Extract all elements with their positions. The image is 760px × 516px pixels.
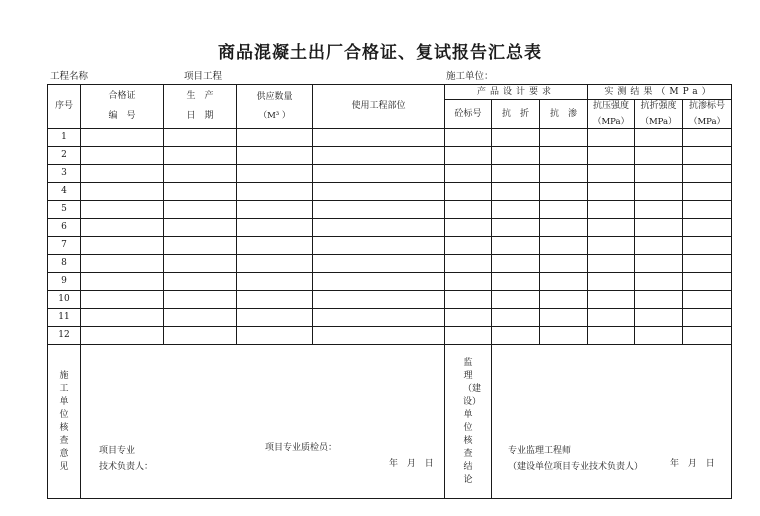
table-cell	[492, 219, 540, 237]
table-cell	[635, 129, 683, 147]
footer-right-area	[492, 345, 732, 499]
table-cell	[492, 255, 540, 273]
date-left: 年 月 日	[389, 459, 437, 469]
table-cell	[540, 237, 588, 255]
header-flex: 抗 折	[492, 100, 540, 129]
table-cell	[635, 291, 683, 309]
table-cell	[164, 183, 237, 201]
table-cell	[492, 129, 540, 147]
tech-lead-line1: 项目专业	[99, 446, 136, 456]
table-cell	[540, 291, 588, 309]
construction-unit-label: 施工单位：	[446, 71, 494, 82]
table-cell	[683, 219, 732, 237]
table-cell	[683, 291, 732, 309]
table-cell	[492, 165, 540, 183]
table-cell	[588, 147, 635, 165]
date-right: 年 月 日	[670, 459, 718, 469]
table-cell	[635, 273, 683, 291]
table-cell	[313, 165, 445, 183]
table-cell	[237, 327, 313, 345]
project-name-label: 工程名称	[50, 71, 89, 82]
table-cell	[683, 129, 732, 147]
table-row	[48, 201, 732, 219]
table-cell	[445, 309, 492, 327]
table-cell	[588, 219, 635, 237]
row-number: 11	[48, 309, 81, 327]
table-cell	[683, 273, 732, 291]
table-cell	[313, 237, 445, 255]
row-number: 5	[48, 201, 81, 219]
header-supply-line2: （M³ ）	[258, 111, 291, 122]
table-cell	[683, 165, 732, 183]
table-cell	[445, 147, 492, 165]
table-cell	[588, 183, 635, 201]
header-seep-grade	[683, 100, 732, 129]
table-cell	[237, 129, 313, 147]
footer-right-label-cell	[445, 345, 492, 499]
table-cell	[635, 201, 683, 219]
table-row	[48, 219, 732, 237]
table-cell	[445, 273, 492, 291]
header-seepg-line2: （MPa）	[688, 116, 726, 127]
header-usage: 使用工程部位	[313, 85, 445, 129]
table-cell	[313, 273, 445, 291]
table-cell	[635, 165, 683, 183]
table-cell	[492, 291, 540, 309]
table-cell	[313, 129, 445, 147]
header-grade: 砼标号	[445, 100, 492, 129]
table-row	[48, 327, 732, 345]
table-cell	[683, 309, 732, 327]
table-cell	[540, 201, 588, 219]
table-cell	[164, 327, 237, 345]
header-design-group: 产品设计要求	[445, 85, 588, 100]
table-cell	[492, 237, 540, 255]
table-cell	[635, 309, 683, 327]
supervisor-line2: （建设单位项目专业技术负责人）	[508, 462, 644, 472]
table-cell	[81, 237, 164, 255]
table-cell	[540, 183, 588, 201]
table-cell	[237, 165, 313, 183]
table-cell	[635, 327, 683, 345]
table-cell	[588, 201, 635, 219]
table-cell	[492, 327, 540, 345]
table-cell	[81, 273, 164, 291]
table-cell	[635, 183, 683, 201]
row-number: 4	[48, 183, 81, 201]
table-cell	[313, 201, 445, 219]
table-cell	[683, 255, 732, 273]
table-cell	[492, 201, 540, 219]
table-cell	[237, 255, 313, 273]
table-cell	[540, 273, 588, 291]
header-cert-line2: 编 号	[108, 111, 136, 121]
table-cell	[540, 219, 588, 237]
table-cell	[164, 129, 237, 147]
supervisor-signature	[508, 443, 643, 475]
row-number: 8	[48, 255, 81, 273]
table-cell	[588, 255, 635, 273]
table-cell	[313, 219, 445, 237]
table-cell	[588, 273, 635, 291]
header-flex-strength	[635, 100, 683, 129]
table-cell	[237, 237, 313, 255]
table-row	[48, 147, 732, 165]
footer-row	[48, 345, 732, 499]
header-flexs-line1: 抗折强度	[640, 101, 677, 111]
table-cell	[313, 147, 445, 165]
table-cell	[588, 237, 635, 255]
table-cell	[445, 219, 492, 237]
table-cell	[540, 147, 588, 165]
table-cell	[492, 183, 540, 201]
table-cell	[635, 219, 683, 237]
header-prod-line2: 日 期	[186, 111, 214, 121]
table-cell	[164, 201, 237, 219]
table-cell	[164, 147, 237, 165]
table-cell	[445, 183, 492, 201]
table-row	[48, 309, 732, 327]
project-label: 项目工程	[184, 71, 223, 82]
table-cell	[237, 183, 313, 201]
table-cell	[540, 129, 588, 147]
table-cell	[445, 237, 492, 255]
header-result-group: 实测结果（MPa）	[588, 85, 732, 100]
table-cell	[81, 183, 164, 201]
header-seep: 抗 渗	[540, 100, 588, 129]
tech-lead-line2: 技术负责人：	[99, 462, 154, 472]
table-cell	[445, 255, 492, 273]
header-seq: 序号	[48, 85, 81, 129]
table-cell	[237, 147, 313, 165]
table-cell	[683, 147, 732, 165]
table-cell	[237, 309, 313, 327]
table-cell	[588, 309, 635, 327]
table-row	[48, 291, 732, 309]
header-cert-line1: 合格证	[108, 91, 136, 102]
tech-lead-signature	[99, 443, 153, 475]
summary-table	[47, 84, 732, 499]
row-number: 9	[48, 273, 81, 291]
table-cell	[445, 327, 492, 345]
table-cell	[164, 309, 237, 327]
table-cell	[81, 165, 164, 183]
row-number: 6	[48, 219, 81, 237]
table-row	[48, 165, 732, 183]
table-cell	[445, 201, 492, 219]
table-cell	[540, 165, 588, 183]
table-row	[48, 237, 732, 255]
row-number: 2	[48, 147, 81, 165]
table-cell	[313, 327, 445, 345]
table-cell	[81, 129, 164, 147]
table-cell	[635, 237, 683, 255]
table-cell	[313, 255, 445, 273]
row-number: 12	[48, 327, 81, 345]
table-cell	[445, 129, 492, 147]
table-cell	[588, 165, 635, 183]
row-number: 7	[48, 237, 81, 255]
row-number: 3	[48, 165, 81, 183]
table-row	[48, 273, 732, 291]
table-cell	[445, 165, 492, 183]
table-cell	[81, 309, 164, 327]
table-cell	[683, 237, 732, 255]
table-cell	[164, 165, 237, 183]
table-cell	[313, 291, 445, 309]
qc-inspector-signature: 项目专业质检员：	[265, 443, 338, 453]
header-production-date	[164, 85, 237, 129]
footer-left-area	[81, 345, 445, 499]
header-row-1	[48, 85, 732, 100]
header-comp-line2: （MPa）	[592, 116, 630, 127]
table-cell	[237, 201, 313, 219]
table-cell	[313, 183, 445, 201]
table-cell	[588, 129, 635, 147]
table-cell	[588, 291, 635, 309]
table-row	[48, 129, 732, 147]
table-row	[48, 255, 732, 273]
row-number: 10	[48, 291, 81, 309]
table-cell	[492, 273, 540, 291]
table-cell	[635, 147, 683, 165]
table-cell	[445, 291, 492, 309]
header-prod-line1: 生 产	[186, 91, 214, 102]
header-supply-line1: 供应数量	[256, 91, 293, 102]
row-number: 1	[48, 129, 81, 147]
table-cell	[237, 273, 313, 291]
supervisor-line1: 专业监理工程师	[508, 446, 572, 456]
footer-left-label-cell	[48, 345, 81, 499]
table-cell	[683, 327, 732, 345]
table-cell	[635, 255, 683, 273]
table-cell	[683, 183, 732, 201]
table-cell	[81, 327, 164, 345]
table-cell	[540, 255, 588, 273]
table-cell	[540, 309, 588, 327]
header-comp-line1: 抗压强度	[593, 101, 630, 111]
table-cell	[164, 273, 237, 291]
table-cell	[164, 237, 237, 255]
header-flexs-line2: （MPa）	[640, 116, 677, 127]
table-cell	[237, 219, 313, 237]
table-cell	[81, 255, 164, 273]
header-comp-strength	[588, 100, 635, 129]
table-row	[48, 183, 732, 201]
table-cell	[81, 201, 164, 219]
table-cell	[237, 291, 313, 309]
footer-left-label: 施工单位核查意见	[59, 370, 69, 472]
header-cert	[81, 85, 164, 129]
table-cell	[164, 291, 237, 309]
table-cell	[492, 147, 540, 165]
table-cell	[313, 309, 445, 327]
table-cell	[588, 327, 635, 345]
table-cell	[164, 219, 237, 237]
header-supply-qty	[237, 85, 313, 129]
table-cell	[683, 201, 732, 219]
footer-right-label: 监理（建设）单位核查结论	[463, 357, 482, 485]
table-cell	[164, 255, 237, 273]
table-cell	[492, 309, 540, 327]
table-cell	[81, 291, 164, 309]
page-title: 商品混凝土出厂合格证、复试报告汇总表	[218, 43, 542, 63]
table-cell	[81, 147, 164, 165]
table-cell	[81, 219, 164, 237]
table-cell	[540, 327, 588, 345]
header-seepg-line1: 抗渗标号	[689, 101, 726, 111]
